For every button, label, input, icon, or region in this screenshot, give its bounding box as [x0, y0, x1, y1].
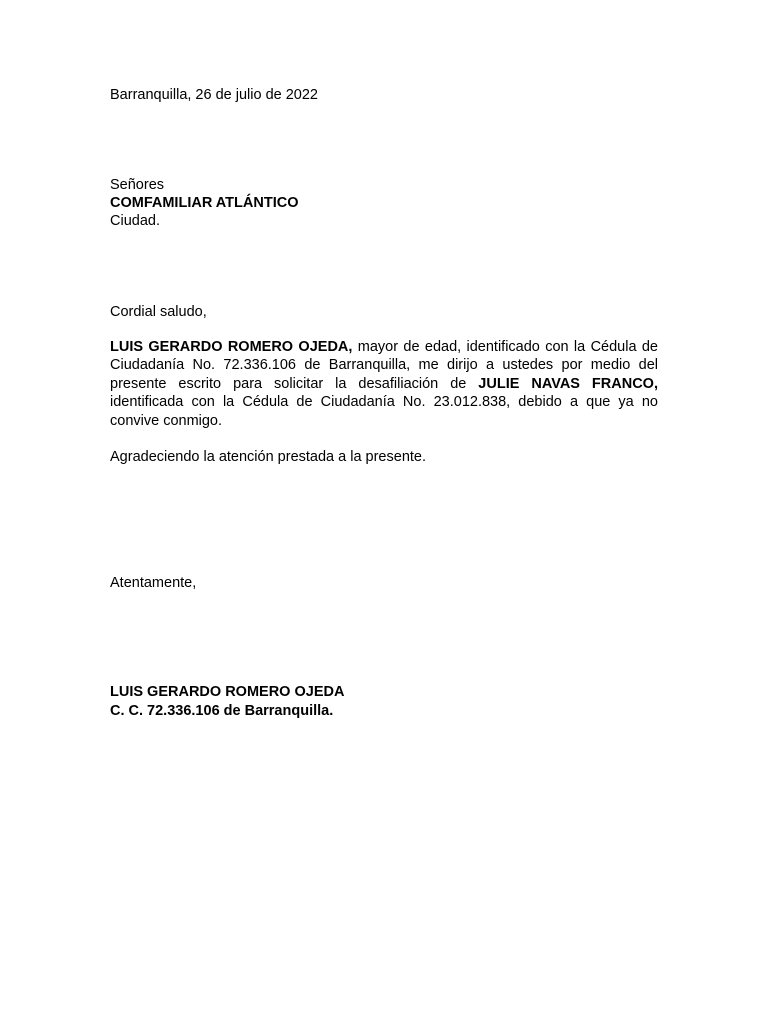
recipient-salutation: Señores — [110, 177, 165, 193]
body-text-2: identificada con la Cédula de Ciudadanía No. 23.012.838, debido a que ya no convive conmigo. — [110, 394, 658, 429]
body-paragraph — [110, 338, 658, 430]
recipient-city: Ciudad. — [110, 213, 160, 229]
body-text-1: mayor de edad, identificado con la Cédula de Ciudadanía No. 72.336.106 de Barranquilla, me dirijo a ustedes por medio del presente escrito para solicitar la desafiliación de — [110, 339, 658, 392]
sender-name: LUIS GERARDO ROMERO OJEDA, — [110, 339, 353, 355]
thanks-line: Agradeciendo la atención prestada a la presente. — [110, 449, 426, 465]
date-line: Barranquilla, 26 de julio de 2022 — [110, 87, 318, 103]
beneficiary-name: JULIE NAVAS FRANCO, — [478, 375, 658, 392]
recipient-organization: COMFAMILIAR ATLÁNTICO — [110, 195, 299, 211]
signature-id: C. C. 72.336.106 de Barranquilla. — [110, 703, 334, 719]
greeting: Cordial saludo, — [110, 304, 207, 320]
closing-line: Atentamente, — [110, 575, 197, 591]
signature-name: LUIS GERARDO ROMERO OJEDA — [110, 684, 345, 700]
